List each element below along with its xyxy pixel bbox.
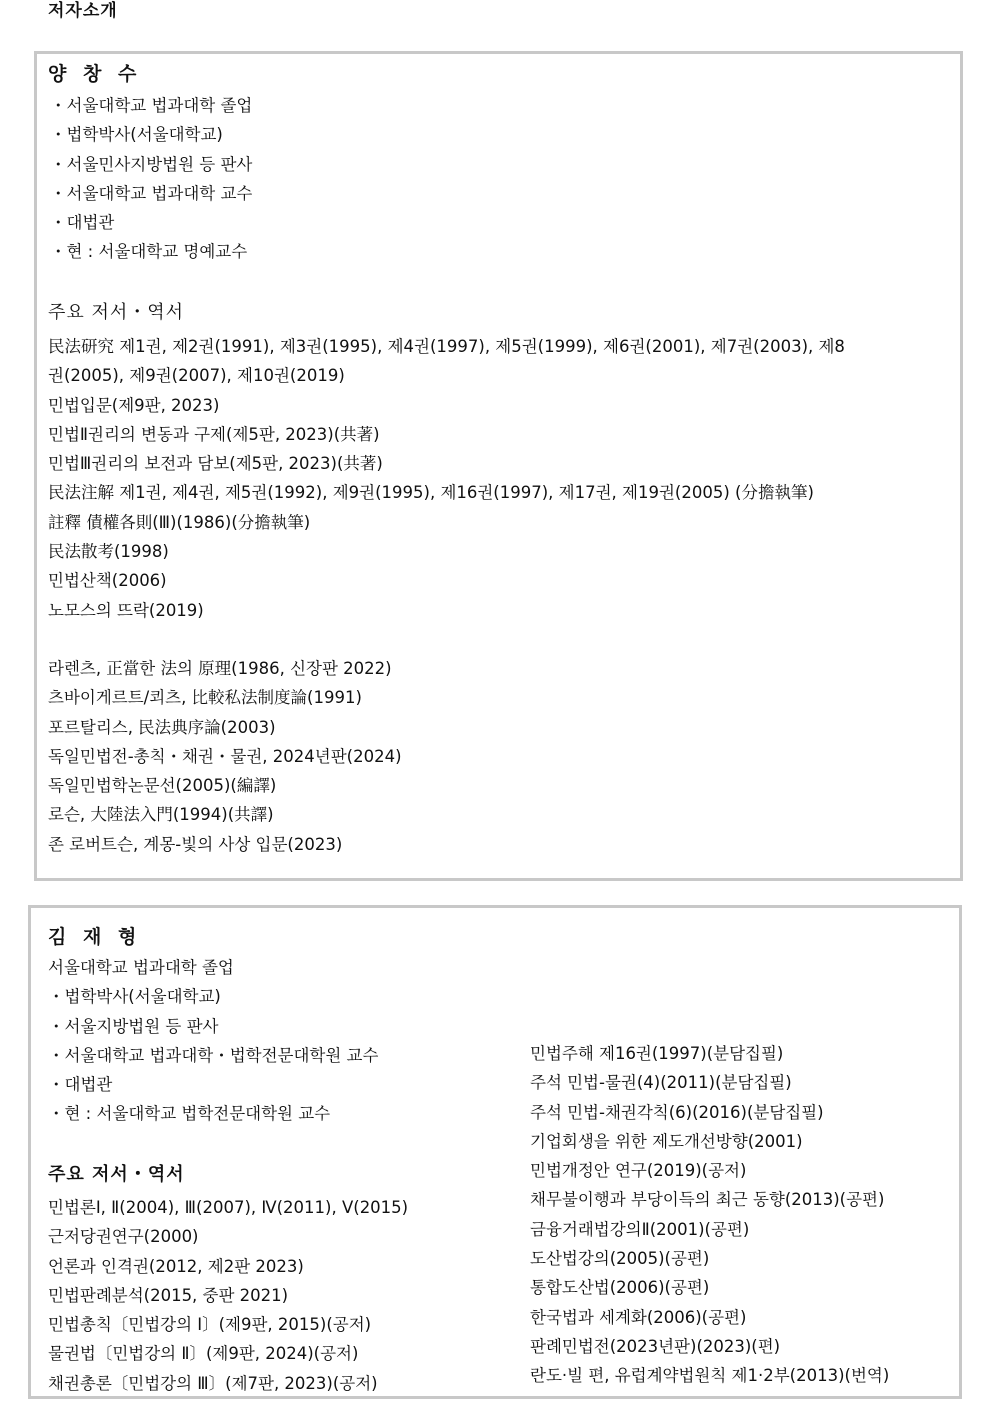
translation-item: 라렌츠, 正當한 法의 原理(1986, 신장판 2022): [48, 659, 392, 678]
works-item: 민법총칙〔민법강의 Ⅰ〕(제9판, 2015)(공저): [48, 1315, 372, 1335]
career-item: ・서울대학교 법과대학・법학전문대학원 교수: [48, 1045, 379, 1065]
works-item: 채권총론〔민법강의 Ⅲ〕(제7판, 2023)(공저): [48, 1373, 378, 1393]
translation-item: 로슨, 大陸法入門(1994)(共譯): [48, 805, 274, 825]
page-heading: 저자소개: [48, 1, 118, 21]
career-item: ・서울대학교 법과대학 교수: [50, 183, 253, 203]
works-item: 권(2005), 제9권(2007), 제10권(2019): [48, 366, 345, 386]
works-item: 民法散考(1998): [48, 542, 169, 562]
works-item: 민법주해 제16권(1997)(분담집필): [530, 1044, 784, 1063]
works-title: 주요 저서・역서: [48, 302, 185, 323]
works-item: 민법입문(제9판, 2023): [48, 395, 220, 415]
works-item: 기업회생을 위한 제도개선방향(2001): [530, 1131, 803, 1151]
works-list-left: [48, 1193, 408, 1398]
author-box-kim: [28, 905, 962, 1399]
works-item: 민법론Ⅰ, Ⅱ(2004), Ⅲ(2007), Ⅳ(2011), Ⅴ(2015): [48, 1198, 409, 1217]
career-item: ・서울민사지방법원 등 판사: [50, 154, 253, 174]
translations-list: [48, 654, 402, 859]
works-item: 민법Ⅲ권리의 보전과 담보(제5판, 2023)(共著): [48, 454, 383, 474]
works-item: 민법산책(2006): [48, 571, 167, 591]
translation-item: 독일민법전-총칙・채권・물권, 2024년판(2024): [48, 746, 402, 766]
works-item: 민법개정안 연구(2019)(공저): [530, 1161, 747, 1181]
works-item: 금융거래법강의Ⅱ(2001)(공편): [530, 1219, 750, 1239]
translation-item: 츠바이게르트/쾨츠, 比較私法制度論(1991): [48, 688, 362, 708]
career-item: ・서울대학교 법과대학 졸업: [50, 96, 253, 115]
works-list-right: [530, 1039, 889, 1391]
career-item: ・대법관: [50, 213, 115, 233]
works-item: 란도·빌 편, 유럽계약법원칙 제1·2부(2013)(번역): [530, 1366, 890, 1386]
works-item: 도산법강의(2005)(공편): [530, 1249, 710, 1269]
author-name: 양 창 수: [48, 63, 142, 85]
career-item: ・현 : 서울대학교 법학전문대학원 교수: [48, 1104, 331, 1124]
works-item: 민법판례분석(2015, 중판 2021): [48, 1285, 289, 1305]
works-list: [48, 332, 845, 625]
works-item: 한국법과 세계화(2006)(공편): [530, 1307, 747, 1327]
works-item: 물권법〔민법강의 Ⅱ〕(제9판, 2024)(공저): [48, 1344, 359, 1364]
works-item: 주석 민법-채권각칙(6)(2016)(분담집필): [530, 1102, 824, 1122]
works-item: 노모스의 뜨락(2019): [48, 600, 204, 620]
works-item: 채무불이행과 부당이득의 최근 동향(2013)(공편): [530, 1190, 885, 1210]
career-item: ・현 : 서울대학교 명예교수: [50, 242, 248, 262]
works-title: 주요 저서・역서: [48, 1164, 185, 1185]
works-item: 민법Ⅱ권리의 변동과 구제(제5판, 2023)(共著): [48, 424, 380, 444]
works-item: 民法注解 제1권, 제4권, 제5권(1992), 제9권(1995), 제16권(1997), 제17권, 제19권(2005) (分擔執筆): [48, 483, 814, 503]
author-box-yang: [34, 51, 963, 881]
career-item: ・대법관: [48, 1075, 113, 1095]
career-item: ・법학박사(서울대학교): [50, 125, 223, 145]
works-item: 언론과 인격권(2012, 제2판 2023): [48, 1256, 304, 1276]
works-item: 통합도산법(2006)(공편): [530, 1278, 710, 1298]
translation-item: 독일민법학논문선(2005)(編譯): [48, 776, 277, 796]
career-list: [48, 953, 378, 1129]
translation-item: 포르탈리스, 民法典序論(2003): [48, 717, 276, 737]
works-item: 근저당권연구(2000): [48, 1227, 199, 1247]
career-list: [50, 91, 252, 267]
works-item: 註釋 債權各則(Ⅲ)(1986)(分擔執筆): [48, 512, 311, 532]
translation-item: 존 로버트슨, 계몽-빛의 사상 입문(2023): [48, 834, 343, 854]
works-item: 民法研究 제1권, 제2권(1991), 제3권(1995), 제4권(1997), 제5권(1999), 제6권(2001), 제7권(2003), 제8: [48, 337, 845, 356]
career-item: 서울대학교 법과대학 졸업: [48, 958, 234, 977]
career-item: ・서울지방법원 등 판사: [48, 1016, 219, 1036]
works-item: 판례민법전(2023년판)(2023)(편): [530, 1336, 781, 1356]
career-item: ・법학박사(서울대학교): [48, 987, 221, 1007]
author-name: 김 재 형: [48, 926, 142, 948]
works-item: 주석 민법-물권(4)(2011)(분담집필): [530, 1073, 792, 1093]
